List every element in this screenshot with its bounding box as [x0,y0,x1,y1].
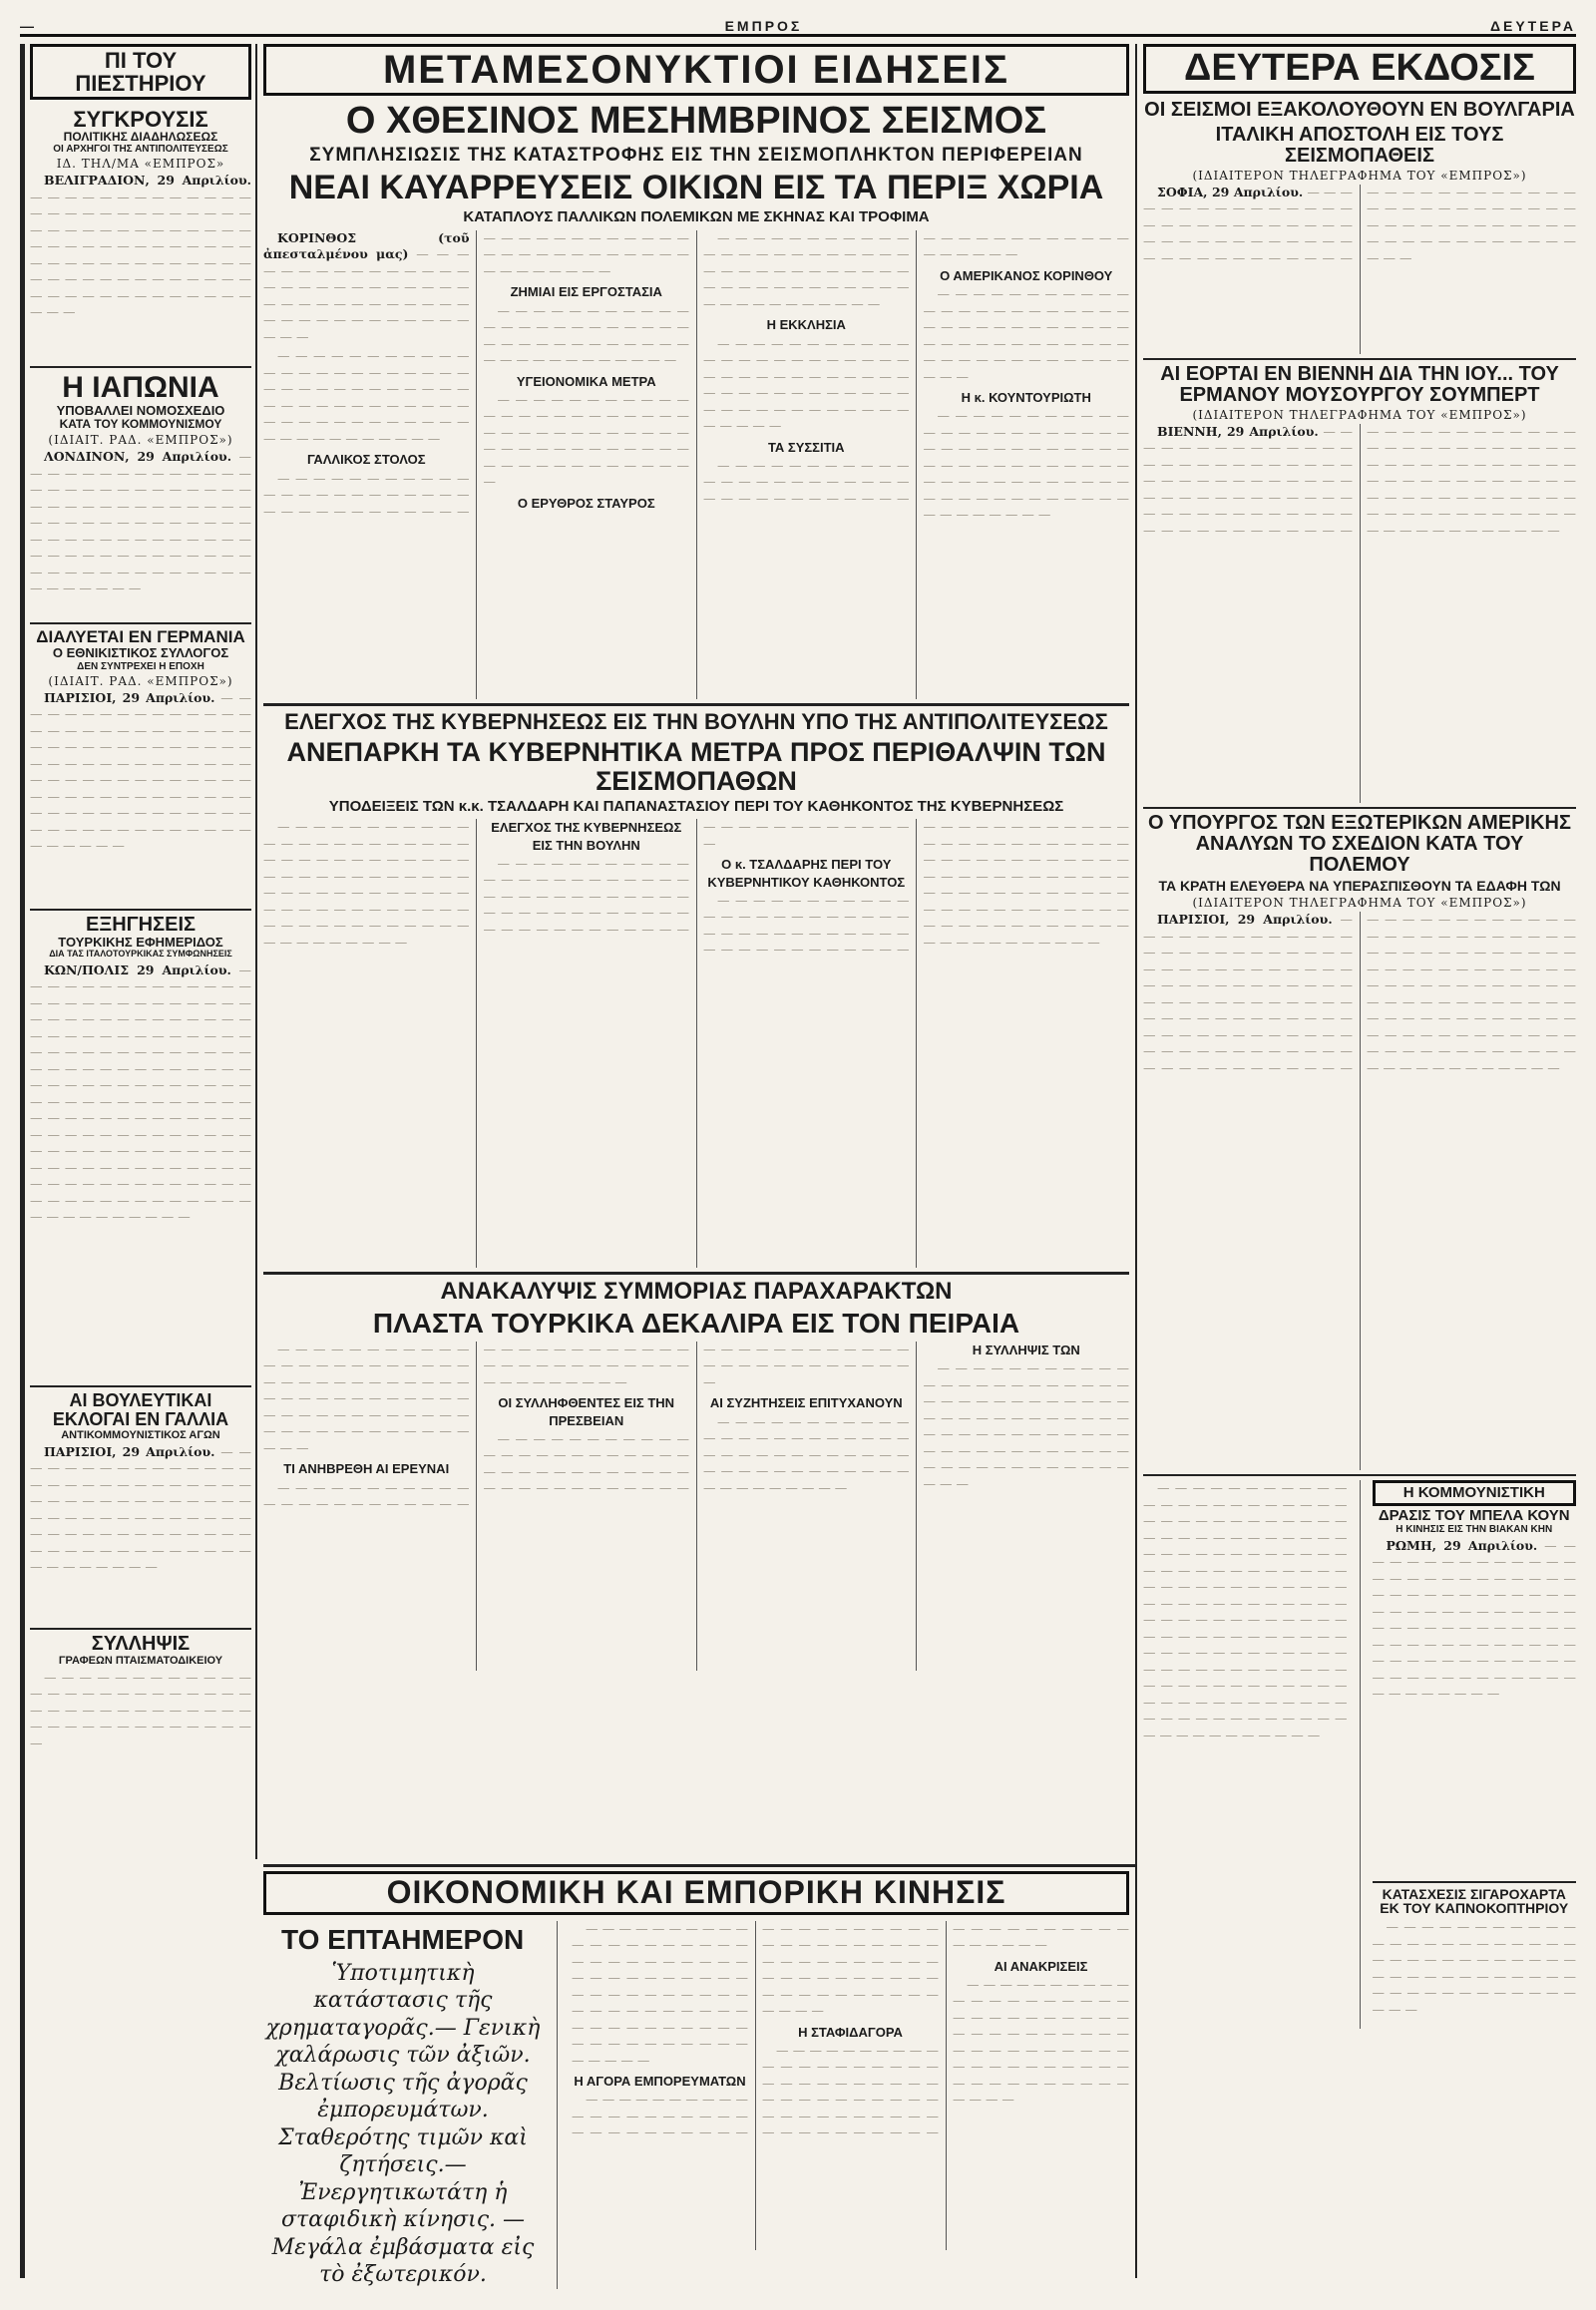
left-story5-sub1: ΑΝΤΙΚΟΜΜΟΥΝΙΣΤΙΚΟΣ ΑΓΩΝ [61,1428,220,1441]
economy-banner: ΟΙΚΟΝΟΜΙΚΗ ΚΑΙ ΕΜΠΟΡΙΚΗ ΚΙΝΗΣΙΣ [263,1871,1129,1915]
right-lower-left [1143,1480,1348,2029]
newspaper-page [20,14,1576,2288]
running-header-left: — [20,18,37,34]
lead-subhead-2: ΥΓΕΙΟΝΟΜΙΚΑ ΜΕΤΡΑ [516,373,656,389]
economy-lead [263,1921,543,2289]
center-divider-1 [263,703,1129,706]
economy-rule [557,1921,558,2289]
left-column [30,44,251,2278]
counterfeit-subhead-2: ΑΙ ΣΥΖΗΤΗΣΕΙΣ ΕΠΙΤΥΧΑΝΟΥΝ [709,1395,903,1411]
left-story4-headline: ΕΞΗΓΗΣΕΙΣ [85,913,197,936]
lead-headline: Ο ΧΘΕΣΙΝΟΣ ΜΕΣΗΜΒΡΙΝΟΣ ΣΕΙΣΜΟΣ [345,100,1047,142]
right-story5-headline: ΚΑΤΑΣΧΕΣΙΣ ΣΙΓΑΡΟΧΑΡΤΑ [1382,1885,1566,1902]
left-story2-sub2: ΚΑΤΑ ΤΟΥ ΚΟΜΜΟΥΝΙΣΜΟΥ [59,417,222,432]
left-story4-place: ΚΩΝ/ΠΟΛΙΣ 29 Απριλίου. [44,962,231,977]
gov-subhead-0: ΕΛΕΓΧΟΣ ΤΗΣ ΚΥΒΕΡΝΗΣΕΩΣ ΕΙΣ ΤΗΝ ΒΟΥΛΗΝ [491,820,682,853]
lead-subhead-6: Ο ΑΜΕΡΙΚΑΝΟΣ ΚΟΡΙΝΘΟΥ [940,267,1113,283]
lead-subhead-4: Η ΕΚΚΛΗΣΙΑ [766,317,846,333]
right-story1-headline: ΟΙ ΣΕΙΣΜΟΙ ΕΞΑΚΟΛΟΥΘΟΥΝ ΕΝ ΒΟΥΛΓΑΡΙΑ [1144,98,1575,121]
right-story2-body: ΒΙΕΝΝΗ, 29 Απριλίου. — — — — — — — — — — — — — — — — — — — — — — — — — — — — — — — — — — — — — — — — — — — — — — — — — — — — — — — — — — — — — — — — — — — — — — — — — — — — — — — — — — — — — — — — — — — — — — — — — — — — — — — — — — — — — — — — — — — — — — — — — — — — — — — — — — — — — — — — — — — — — — — — — — — — — — — — — — — — — — [1143,423,1576,538]
lead-subhead-0: ΓΑΛΛΙΚΟΣ ΣΤΟΛΟΣ [306,452,426,468]
right-lower-right [1373,1480,1577,2029]
economy-top-rule [263,1864,1135,1867]
center-column [263,44,1129,1859]
right-story3-body: ΠΑΡΙΣΙΟΙ, 29 Απριλίου. — — — — — — — — — — — — — — — — — — — — — — — — — — — — — — — — — — — — — — — — — — — — — — — — — — — — — — — — — — — — — — — — — — — — — — — — — — — — — — — — — — — — — — — — — — — — — — — — — — — — — — — — — — — — — — — — — — — — — — — — — — — — — — — — — — — — — — — — — — — — — — — — — — — — — — — — — — — — — — — — — — — — — — — — — — — — — — — — — — — — — — — — — — — — — — — — — — — — — — — — — — — — — — — — — — — — — — — — — — — — — — — — — — — — — [1143,912,1576,1075]
left-story1-sub2: ΟΙ ΑΡΧΗΓΟΙ ΤΗΣ ΑΝΤΙΠΟΛΙΤΕΥΣΕΩΣ [53,144,228,156]
gov-headline-1: ΕΛΕΓΧΟΣ ΤΗΣ ΚΥΒΕΡΝΗΣΕΩΣ ΕΙΣ ΤΗΝ ΒΟΥΛΗΝ ΥΠΟ ΤΗΣ ΑΝΤΙΠΟΛΙΤΕΥΣΕΩΣ [284,708,1108,734]
gov-headline-3: ΥΠΟΔΕΙΞΕΙΣ ΤΩΝ κ.κ. ΤΣΑΛΔΑΡΗ ΚΑΙ ΠΑΠΑΝΑΣΤΑΣΙΟΥ ΠΕΡΙ ΤΟΥ ΚΑΘΗΚΟΝΤΟΣ ΤΗΣ ΚΥΒΕΡΝΗΣΕΩΣ [328,797,1064,815]
right-story3-headline: Ο ΥΠΟΥΡΓΟΣ ΤΩΝ ΕΞΩΤΕΡΙΚΩΝ ΑΜΕΡΙΚΗΣ ΑΝΑΛΥΩΝ ΤΟ ΣΧΕΔΙΟΝ ΚΑΤΑ ΤΟΥ ΠΟΛΕΜΟΥ [1148,811,1571,876]
counterfeit-subhead-1: ΟΙ ΣΥΛΛΗΦΘΕΝΤΕΣ ΕΙΣ ΤΗΝ ΠΡΕΣΒΕΙΑΝ [498,1395,675,1428]
left-story5-body: ΠΑΡΙΣΙΟΙ, 29 Απριλίου. — — — — — — — — — — — — — — — — — — — — — — — — — — — — — — — — — — — — — — — — — — — — — — — — — — — — — — — — — — — — — — — — — — — — — — — — — — — — — — — — — — — — — — — — [30,1443,251,1575]
left-section-header: ΠΙ ΤΟΥ ΠΙΕΣΤΗΡΙΟΥ [30,44,251,100]
left-margin-rule [20,44,25,2278]
running-header [20,14,1576,37]
lead-subhead-3: Ο ΕΡΥΘΡΟΣ ΣΤΑΥΡΟΣ [517,495,655,511]
left-divider-4 [30,1385,251,1387]
right-story3-sub1: ΤΑ ΚΡΑΤΗ ΕΛΕΥΘΕΡΑ ΝΑ ΥΠΕΡΑΣΠΙΣΘΟΥΝ ΤΑ ΕΔΑΦΗ ΤΩΝ [1158,877,1561,894]
economy-subhead-1: Η ΣΤΑΦΙΔΑΓΟΡΑ [798,2024,903,2040]
right-story1-sub1: ΙΤΑΛΙΚΗ ΑΠΟΣΤΟΛΗ ΕΙΣ ΤΟΥΣ ΣΕΙΣΜΟΠΑΘΕΙΣ [1215,123,1504,167]
right-banner: ΔΕΥΤΕΡΑ ΕΚΔΟΣΙΣ [1143,44,1576,94]
gov-story-body: — — — — — — — — — — — — — — — — — — — — — — — — — — — — — — — — — — — — — — — — — — — — — — — — — — — — — — — — — — — — — — — — — — — — — — — — — — — — — — — — — — — — — — — — — — — — ΕΛΕΓΧΟΣ ΤΗΣ ΚΥΒΕΡΝΗΣΕΩΣ ΕΙΣ ΤΗΝ ΒΟΥΛΗΝ — — — — — — — — — — — — — — — — — — — — — — — — — — — — — — — — — — — — — — — — — — — — — — — — — — — — — — — — — — — — — — — — — — — — — — — — Ο κ. ΤΣΑΛΔΑΡΗΣ ΠΕΡΙ ΤΟΥ ΚΥΒΕΡΝΗΤΙΚΟΥ ΚΑΘΗΚΟΝΤΟΣ — — — — — — — — — — — — — — — — — — — — — — — — — — — — — — — — — — — — — — — — — — — — — — — — — — — — — — — — — — — — — — — — — — — — — — — — — — — — — — — — — — — — — — — — — — — — — — — — — — — — — — — — — — — — — — — — — — — — — — — — — — — — — — — — — — — — — — — — — — — — — — [263,819,1129,958]
running-header-title: ΕΜΠΡΟΣ [724,18,803,34]
left-story3-body: ΠΑΡΙΣΙΟΙ, 29 Απριλίου. — — — — — — — — — — — — — — — — — — — — — — — — — — — — — — — — — — — — — — — — — — — — — — — — — — — — — — — — — — — — — — — — — — — — — — — — — — — — — — — — — — — — — — — — — — — — — — — — — — — — — — — — — — — — — — — — [30,689,251,854]
running-header-day: ΔΕΥΤΕΡΑ [1489,18,1576,34]
gov-headline-2: ΑΝΕΠΑΡΚΗ ΤΑ ΚΥΒΕΡΝΗΤΙΚΑ ΜΕΤΡΑ ΠΡΟΣ ΠΕΡΙΘΑΛΨΙΝ ΤΩΝ ΣΕΙΣΜΟΠΑΘΩΝ [286,737,1106,796]
right-story1-body: ΣΟΦΙΑ, 29 Απριλίου. — — — — — — — — — — — — — — — — — — — — — — — — — — — — — — — — — — — — — — — — — — — — — — — — — — — — — — — — — — — — — — — — — — — — — — — — — — — — — — — — — — — — — — — — — — — — — — — — — — — — — — [1143,184,1576,265]
economy-section [263,1871,1129,2288]
left-story2-headline: Η ΙΑΠΩΝΙΑ [62,371,219,405]
lead-story-body: ΚΟΡΙΝΘΟΣ (τοῦ ἀπεσταλμένου μας) — — — — — — — — — — — — — — — — — — — — — — — — — — — — — — — — — — — — — — — — — — — — — — — — — — — — — — — — — — — — — — — — — — — — — — — — — — — — — — — — — — — — — — — — — — — — — — — — — — — — — — — — — — — — — — — — — — — — — — — — — — — — ΓΑΛΛΙΚΟΣ ΣΤΟΛΟΣ — — — — — — — — — — — — — — — — — — — — — — — — — — — — — — — — — — — — — — — — — — — — — — — — — — — — — — — — — — — — — — — — — — — ΖΗΜΙΑΙ ΕΙΣ ΕΡΓΟΣΤΑΣΙΑ — — — — — — — — — — — — — — — — — — — — — — — — — — — — — — — — — — — — — — — — — — — — — — — ΥΓΕΙΟΝΟΜΙΚΑ ΜΕΤΡΑ — — — — — — — — — — — — — — — — — — — — — — — — — — — — — — — — — — — — — — — — — — — — — — — — — — — — — — — — — — — — Ο ΕΡΥΘΡΟΣ ΣΤΑΥΡΟΣ — — — — — — — — — — — — — — — — — — — — — — — — — — — — — — — — — — — — — — — — — — — — — — — — — — — — — — — — — — Η ΕΚΚΛΗΣΙΑ — — — — — — — — — — — — — — — — — — — — — — — — — — — — — — — — — — — — — — — — — — — — — — — — — — — — — — — — — — — — — — — — ΤΑ ΣΥΣΣΙΤΙΑ — — — — — — — — — — — — — — — — — — — — — — — — — — — — — — — — — — — — — — — — — — — — — — — — — — — — — Ο ΑΜΕΡΙΚΑΝΟΣ ΚΟΡΙΝΘΟΥ — — — — — — — — — — — — — — — — — — — — — — — — — — — — — — — — — — — — — — — — — — — — — — — — — — — — — — — — — — — — — — Η κ. ΚΟΥΝΤΟΥΡΙΩΤΗ — — — — — — — — — — — — — — — — — — — — — — — — — — — — — — — — — — — — — — — — — — — — — — — — — — — — — — — — — — — — — — — — — — — — — — — — — — — — — — — [263,229,1129,523]
left-divider-2 [30,622,251,624]
left-story2-sub1: ΥΠΟΒΑΛΛΕΙ ΝΟΜΟΣΧΕΔΙΟ [56,402,225,418]
counterfeit-subhead-0: ΤΙ ΑΝΗΒΡΕΘΗ ΑΙ ΕΡΕΥΝΑΙ [283,1461,450,1477]
right-story2-place: ΒΙΕΝΝΗ, 29 Απριλίου. [1157,423,1319,439]
gov-subhead-1: Ο κ. ΤΣΑΛΔΑΡΗΣ ΠΕΡΙ ΤΟΥ ΚΥΒΕΡΝΗΤΙΚΟΥ ΚΑΘΗΚΟΝΤΟΣ [707,857,906,890]
right-story3-dateline: (ΙΔΙΑΙΤΕΡΟΝ ΤΗΛΕΓΡΑΦΗΜΑ ΤΟΥ «ΕΜΠΡΟΣ») [1192,896,1527,911]
right-divider-2 [1143,807,1576,809]
left-story3-sub1: Ο ΕΘΝΙΚΙΣΤΙΚΟΣ ΣΥΛΛΟΓΟΣ [52,645,229,661]
column-rule-1 [255,44,257,1859]
left-story6-body: — — — — — — — — — — — — — — — — — — — — — — — — — — — — — — — — — — — — — — — — — — — — — — — — — — — — [30,1669,251,1750]
right-story4-headline2: ΔΡΑΣΙΣ ΤΟΥ ΜΠΕΛΑ ΚΟΥΝ [1378,1507,1570,1525]
left-story1-body: ΒΕΛΙΓΡΑΔΙΟΝ, 29 Απριλίου. — — — — — — — — — — — — — — — — — — — — — — — — — — — — — — — — — — — — — — — — — — — — — — — — — — — — — — — — — — — — — — — — — — — — — — — — — — — — — — — — — — — — — — — — — — — — — — [30,173,251,320]
right-lower-split [1143,1480,1576,2029]
economy-summary: Ὑποτιμητικὴ κατάστασις τῆς χρηματαγορᾶς.— Γενικὴ χαλάρωσις τῶν ἀξιῶν. Βελτίωσις τῆς ἀγορᾶς ἐμπορευμάτων. Σταθερότης τιμῶν καὶ ζητήσεις.— Ἐνεργητικωτάτη ἡ σταφιδικὴ κίνησις. — Μεγάλα ἐμβάσματα εἰς τὸ ἐξωτερικόν. [265,1960,541,2288]
left-story3-place: ΠΑΡΙΣΙΟΙ, 29 Απριλίου. [44,689,215,705]
economy-row [263,1921,1129,2289]
counterfeit-headline-2: ΠΛΑΣΤΑ ΤΟΥΡΚΙΚΑ ΔΕΚΑΛΙΡΑ ΕΙΣ ΤΟΝ ΠΕΙΡΑΙΑ [372,1307,1020,1339]
counterfeit-subhead-3: Η ΣΥΛΛΗΨΙΣ ΤΩΝ [972,1342,1080,1357]
right-divider-4 [1373,1881,1577,1883]
left-story2-body: ΛΟΝΔΙΝΟΝ, 29 Απριλίου. — — — — — — — — — — — — — — — — — — — — — — — — — — — — — — — — — — — — — — — — — — — — — — — — — — — — — — — — — — — — — — — — — — — — — — — — — — — — — — — — — — — — — — — — — — — — — — — — — — — [30,449,251,596]
left-divider-5 [30,1628,251,1630]
economy-subhead-0: Η ΑΓΟΡΑ ΕΜΠΟΡΕΥΜΑΤΩΝ [574,2074,746,2090]
center-banner: ΜΕΤΑΜΕΣΟΝΥΚΤΙΟΙ ΕΙΔΗΣΕΙΣ [263,44,1129,96]
right-story3-place: ΠΑΡΙΣΙΟΙ, 29 Απριλίου. [1157,912,1333,928]
left-story2-dateline: (ΙΔΙΑΙΤ. ΡΑΔ. «ΕΜΠΡΟΣ») [48,433,233,448]
right-lower-left-body: — — — — — — — — — — — — — — — — — — — — — — — — — — — — — — — — — — — — — — — — — — — — — — — — — — — — — — — — — — — — — — — — — — — — — — — — — — — — — — — — — — — — — — — — — — — — — — — — — — — — — — — — — — — — — — — — — — — — — — — — — — — — — — — — — — — — — — — — — — — — — — — — — — — — — — — — — — — — — — — — — — — — — — — — — — — — — — — — — — — — — — — — — — — — — — [1143,1480,1348,1742]
left-divider-1 [30,366,251,368]
right-divider-3 [1143,1474,1576,1476]
right-story2-headline: ΑΙ ΕΟΡΤΑΙ ΕΝ ΒΙΕΝΝΗ ΔΙΑ ΤΗΝ ΙΟΥ... ΤΟΥ ΕΡΜΑΝΟΥ ΜΟΥΣΟΥΡΓΟΥ ΣΟΥΜΠΕΡΤ [1160,362,1559,406]
left-story1-place: ΒΕΛΙΓΡΑΔΙΟΝ, 29 Απριλίου. [44,173,251,189]
left-story1-dateline: ΙΔ. ΤΗΛ/ΜΑ «ΕΜΠΡΟΣ» [56,157,225,172]
right-column [1143,44,1576,2278]
left-story1-headline: ΣΥΓΚΡΟΥΣΙΣ [73,107,208,133]
column-rule-2 [1135,44,1137,2278]
lead-subheadline-2: ΝΕΑΙ ΚΑΥΑΡΡΕΥΣΕΙΣ ΟΙΚΙΩΝ ΕΙΣ ΤΑ ΠΕΡΙΞ ΧΩΡΙΑ [288,168,1104,206]
left-story5-headline2: ΕΚΛΟΓΑΙ ΕΝ ΓΑΛΛΙΑ [52,1408,229,1429]
lead-subheadline-1: ΣΥΜΠΛΗΣΙΩΣΙΣ ΤΗΣ ΚΑΤΑΣΤΡΟΦΗΣ ΕΙΣ ΤΗΝ ΣΕΙΣΜΟΠΛΗΚΤΟΝ ΠΕΡΙΦΕΡΕΙΑΝ [309,144,1083,166]
left-story4-sub1: ΤΟΥΡΚΙΚΗΣ ΕΦΗΜΕΡΙΔΟΣ [58,934,223,950]
right-story4-body: ΡΩΜΗ, 29 Απριλίου. — — — — — — — — — — — — — — — — — — — — — — — — — — — — — — — — — — — — — — — — — — — — — — — — — — — — — — — — — — — — — — — — — — — — — — — — — — — — — — — — — — — — — — — — — — — — — — — — — — — — — — — — — — [1372,1537,1576,1702]
right-story1-dateline: (ΙΔΙΑΙΤΕΡΟΝ ΤΗΛΕΓΡΑΦΗΜΑ ΤΟΥ «ΕΜΠΡΟΣ») [1192,168,1527,183]
right-story4-place: ΡΩΜΗ, 29 Απριλίου. [1386,1537,1538,1553]
left-story5-headline: ΑΙ ΒΟΥΛΕΥΤΙΚΑΙ [69,1389,212,1410]
left-story4-sub2: ΔΙΑ ΤΑΣ ΙΤΑΛΟΤΟΥΡΚΙΚΑΣ ΣΥΜΦΩΝΗΣΕΙΣ [49,948,232,959]
left-divider-3 [30,909,251,911]
left-story2-place: ΛΟΝΔΙΝΟΝ, 29 Απριλίου. [44,449,232,465]
right-story1-place: ΣΟΦΙΑ, 29 Απριλίου. [1157,184,1304,199]
left-story3-sub2: ΔΕΝ ΣΥΝΤΡΕΧΕΙ Η ΕΠΟΧΗ [77,660,204,672]
lead-subheadline-3: ΚΑΤΑΠΛΟΥΣ ΠΑΛΛΙΚΩΝ ΠΟΛΕΜΙΚΩΝ ΜΕ ΣΚΗΝΑΣ ΚΑΙ ΤΡΟΦΙΜΑ [463,208,930,226]
left-story3-headline: ΔΙΑΛΥΕΤΑΙ ΕΝ ΓΕΡΜΑΝΙΑ [36,627,245,647]
left-story5-place: ΠΑΡΙΣΙΟΙ, 29 Απριλίου. [44,1443,215,1459]
right-story4-sub1: Η ΚΙΝΗΣΙΣ ΕΙΣ ΤΗΝ ΒΙΑΚΑΝ ΚΗΝ [1396,1523,1553,1535]
right-divider-1 [1143,358,1576,360]
economy-body: — — — — — — — — — — — — — — — — — — — — — — — — — — — — — — — — — — — — — — — — — — — — — — — — — — — — — — — — — — — — — — — — — — — — — — — — — — — — — — — — — — — — — Η ΑΓΟΡΑ ΕΜΠΟΡΕΥΜΑΤΩΝ — — — — — — — — — — — — — — — — — — — — — — — — — — — — — — — — — — — — — — — — — — — — — — — — — — — — — — — — — — — — — — — — — — — — — — — — — — — — — — — — — — — — Η ΣΤΑΦΙΔΑΓΟΡΑ — — — — — — — — — — — — — — — — — — — — — — — — — — — — — — — — — — — — — — — — — — — — — — — — — — — — — — — — — — — — — — — — — — — — — — — — — — — — ΑΙ ΑΝΑΚΡΙΣΕΙΣ — — — — — — — — — — — — — — — — — — — — — — — — — — — — — — — — — — — — — — — — — — — — — — — — — — — — — — — — — — — — — — — — — — — — — — — — — — [572,1920,1129,2140]
counterfeit-story-body: — — — — — — — — — — — — — — — — — — — — — — — — — — — — — — — — — — — — — — — — — — — — — — — — — — — — — — — — — — — — — — — — — — — — — — — — — — ΤΙ ΑΝΗΒΡΕΘΗ ΑΙ ΕΡΕΥΝΑΙ — — — — — — — — — — — — — — — — — — — — — — — — — — — — — — — — — — — — — — — — — — — — — — — — — — — — — — — — ΟΙ ΣΥΛΛΗΦΘΕΝΤΕΣ ΕΙΣ ΤΗΝ ΠΡΕΣΒΕΙΑΝ — — — — — — — — — — — — — — — — — — — — — — — — — — — — — — — — — — — — — — — — — — — — — — — — — — — — — — — — — — — — — — — — — — — — — — — — ΑΙ ΣΥΖΗΤΗΣΕΙΣ ΕΠΙΤΥΧΑΝΟΥΝ — — — — — — — — — — — — — — — — — — — — — — — — — — — — — — — — — — — — — — — — — — — — — — — — — — — — — — — — Η ΣΥΛΛΗΨΙΣ ΤΩΝ — — — — — — — — — — — — — — — — — — — — — — — — — — — — — — — — — — — — — — — — — — — — — — — — — — — — — — — — — — — — — — — — — — — — — — — — — — — — — — — — — — — — — — [263,1341,1129,1512]
lead-subhead-1: ΖΗΜΙΑΙ ΕΙΣ ΕΡΓΟΣΤΑΣΙΑ [510,284,662,300]
economy-subhead-2: ΑΙ ΑΝΑΚΡΙΣΕΙΣ [994,1958,1088,1974]
right-story5-body: — — — — — — — — — — — — — — — — — — — — — — — — — — — — — — — — — — — — — — — — — — — — — — — — — — — — — — — — — — — — — — [1372,1919,1576,2017]
center-divider-2 [263,1272,1129,1275]
lead-story-place: ΚΟΡΙΝΘΟΣ (τοῦ ἀπεσταλμένου μας) [263,229,470,262]
left-story1-sub1: ΠΟΛΙΤΙΚΗΣ ΔΙΑΔΗΛΩΣΕΩΣ [63,130,218,145]
counterfeit-headline-1: ΑΝΑΚΑΛΥΨΙΣ ΣΥΜΜΟΡΙΑΣ ΠΑΡΑΧΑΡΑΚΤΩΝ [440,1278,953,1306]
lead-subhead-5: ΤΑ ΣΥΣΣΙΤΙΑ [767,439,845,455]
left-story6-sub1: ΓΡΑΦΕΩΝ ΠΤΑΙΣΜΑΤΟΔΙΚΕΙΟΥ [58,1654,223,1667]
left-story4-body: ΚΩΝ/ΠΟΛΙΣ 29 Απριλίου. — — — — — — — — — — — — — — — — — — — — — — — — — — — — — — — — — — — — — — — — — — — — — — — — — — — — — — — — — — — — — — — — — — — — — — — — — — — — — — — — — — — — — — — — — — — — — — — — — — — — — — — — — — — — — — — — — — — — — — — — — — — — — — — — — — — — — — — — — — — — — — — — — — — — — — — — — — — — — — — — — — — — — — — — — — — — — — — — — — — — — — — — — — — — — — — — — [30,962,251,1225]
right-story4-headline: Η ΚΟΜΜΟΥΝΙΣΤΙΚΗ [1373,1480,1577,1506]
right-lower-rule [1360,1480,1361,2029]
left-story3-dateline: (ΙΔΙΑΙΤ. ΡΑΔ. «ΕΜΠΡΟΣ») [48,673,233,688]
lead-subhead-7: Η κ. ΚΟΥΝΤΟΥΡΙΩΤΗ [961,390,1091,406]
economy-title: ΤΟ ΕΠΤΑΗΜΕΡΟΝ [281,1923,525,1955]
right-story2-dateline: (ΙΔΙΑΙΤΕΡΟΝ ΤΗΛΕΓΡΑΦΗΜΑ ΤΟΥ «ΕΜΠΡΟΣ») [1192,407,1527,422]
right-story5-sub1: ΕΚ ΤΟΥ ΚΑΠΝΟΚΟΠΤΗΡΙΟΥ [1380,1900,1569,1917]
left-story6-headline: ΣΥΛΛΗΨΙΣ [91,1632,191,1655]
